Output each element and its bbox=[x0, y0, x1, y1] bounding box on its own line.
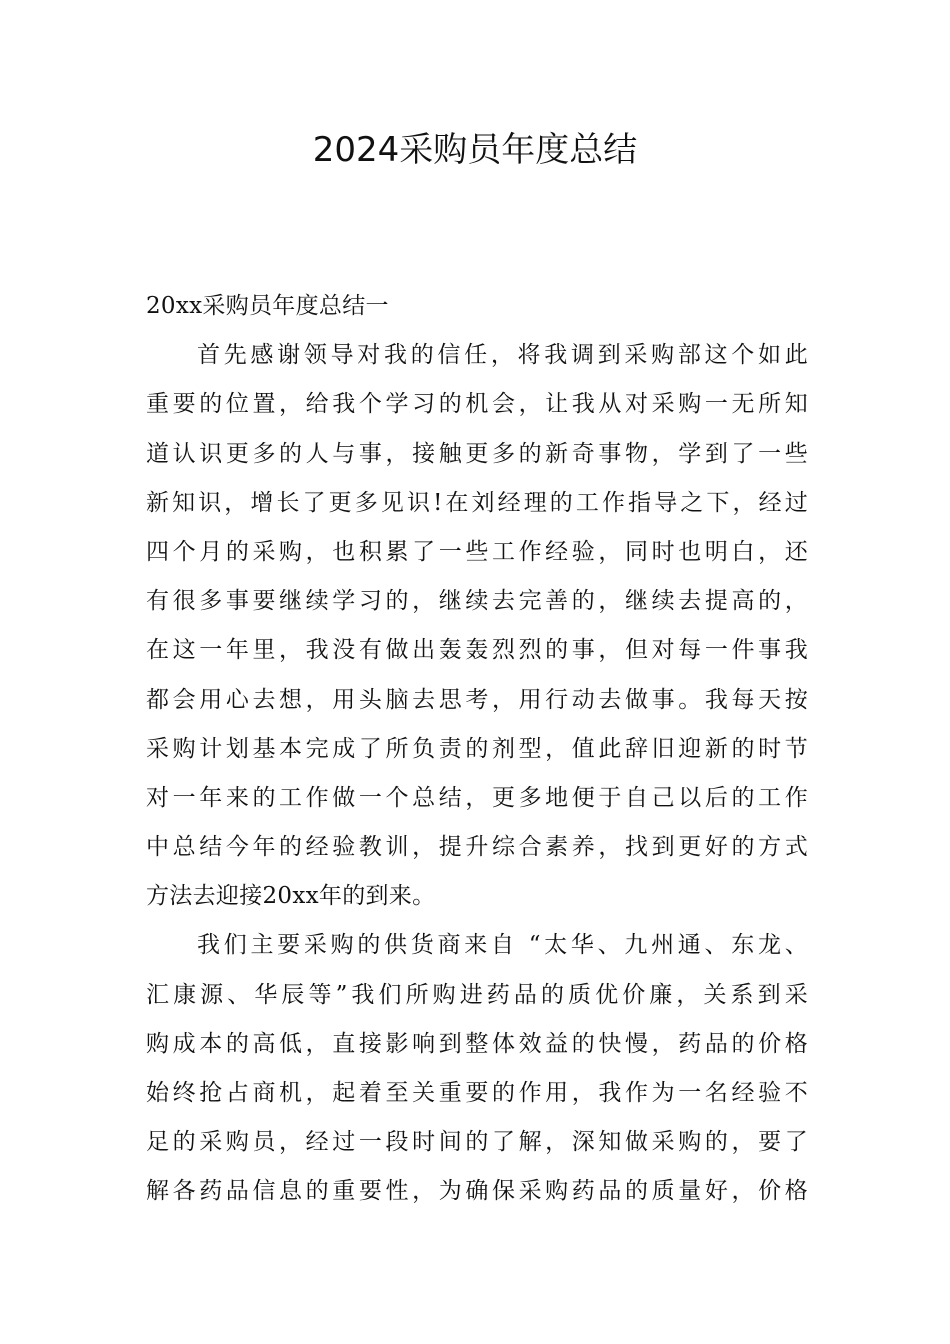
paragraph-1-line-5: 四个月的采购，也积累了一些工作经验，同时也明白，还 bbox=[146, 538, 808, 565]
paragraph-1-line-7: 在这一年里，我没有做出轰轰烈烈的事，但对每一件事我 bbox=[146, 637, 808, 664]
paragraph-1-line-4: 新知识，增长了更多见识!在刘经理的工作指导之下，经过 bbox=[146, 489, 808, 516]
paragraph-1-line-1: 首先感谢领导对我的信任，将我调到采购部这个如此 bbox=[197, 342, 808, 369]
paragraph-1-line-11: 中总结今年的经验教训，提升综合素养，找到更好的方式 bbox=[146, 834, 808, 861]
paragraph-2-line-2: 汇康源、华辰等”我们所购进药品的质优价廉，关系到采 bbox=[146, 981, 808, 1008]
paragraph-2-line-1: 我们主要采购的供货商来自 “太华、九州通、东龙、 bbox=[197, 932, 808, 959]
paragraph-1-line-2: 重要的位置，给我个学习的机会，让我从对采购一无所知 bbox=[146, 391, 808, 418]
paragraph-2-line-3: 购成本的高低，直接影响到整体效益的快慢，药品的价格 bbox=[146, 1030, 808, 1057]
document-body bbox=[146, 282, 808, 1217]
paragraph-1-line-10: 对一年来的工作做一个总结，更多地便于自己以后的工作 bbox=[146, 784, 808, 811]
paragraph-1-line-12: 方法去迎接20xx年的到来。 bbox=[146, 883, 436, 910]
paragraph-1-line-3: 道认识更多的人与事，接触更多的新奇事物，学到了一些 bbox=[146, 440, 808, 467]
paragraph-2-line-4: 始终抢占商机，起着至关重要的作用，我作为一名经验不 bbox=[146, 1080, 808, 1106]
paragraph-1-line-8: 都会用心去想，用头脑去思考，用行动去做事。我每天按 bbox=[146, 686, 808, 713]
section-heading: 20xx采购员年度总结一 bbox=[146, 293, 389, 319]
paragraph-2-line-5: 足的采购员，经过一段时间的了解，深知做采购的，要了 bbox=[146, 1129, 808, 1156]
paragraph-2-line-6: 解各药品信息的重要性，为确保采购药品的质量好，价格 bbox=[146, 1178, 808, 1205]
paragraph-1-line-6: 有很多事要继续学习的，继续去完善的，继续去提高的， bbox=[146, 588, 808, 615]
document-title: 2024采购员年度总结 bbox=[312, 130, 638, 170]
paragraph-1-line-9: 采购计划基本完成了所负责的剂型，值此辞旧迎新的时节 bbox=[146, 735, 808, 762]
